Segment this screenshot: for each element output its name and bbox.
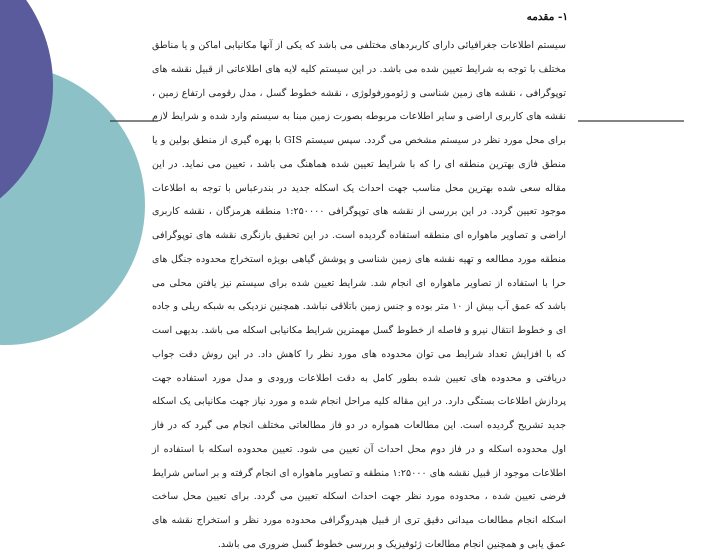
body-paragraph (152, 34, 566, 557)
body-text: سیستم اطلاعات جغرافیائی دارای کاربردهای مختلفی می باشد که یکی از آنها مکانیابی اماکن و یا مناطق مختلف با توجه به شرایط تعیین شده می باشد. در این سیستم کلیه لایه های اطلاعاتی از قبیل نقشه های توپوگرافی ، نقشه های زمین شناسی و ژئومورفولوژی ، نقشه خطوط گسل ، مدل رقومی ارتفاع زمین ، نقشه های کاربری اراضی و سایر اطلاعات مربوطه بصورت زمین مبنا به سیستم وارد شده و شرایط لازم برای محل مورد نظر در سیستم مشخص می گردد. سپس سیستم GIS با بهره گیری از منطق بولین و یا منطق فازی بهترین منطقه ای را که با شرایط تعیین شده هماهنگ می باشد ، تعیین می نماید. در این مقاله سعی شده بهترین محل مناسب جهت احداث یک اسکله جدید در بندرعباس با توجه به اطلاعات موجود تعیین گردد. در این بررسی از نقشه های توپوگرافی ۱:۲۵۰۰۰۰ منطقه هرمزگان ، نقشه کاربری اراضی و تصاویر ماهواره ای منطقه استفاده گردیده است. در این تحقیق بازنگری نقشه های توپوگرافی منطقه مورد مطالعه و تهیه نقشه های زمین شناسی و پوشش گیاهی بویژه استخراج محدوده جنگل های حرا با استفاده از تصاویر ماهواره ای انجام شد. شرایط تعیین شده برای سیستم نیز یافتن محلی می باشد که عمق آب بیش از ۱۰ متر بوده و جنس زمین باتلاقی نباشد. همچنین نزدیکی به شبکه ریلی و جاده ای و خطوط انتقال نیرو و فاصله از خطوط گسل مهمترین شرایط مکانیابی اسکله می باشد. بدیهی است که با افزایش تعداد شرایط می توان محدوده های مورد نظر را کاهش داد. در این روش دقت جواب دریافتی و محدوده های تعیین شده بطور کامل به دقت اطلاعات ورودی و مدل مورد استفاده جهت پردازش اطلاعات بستگی دارد. در این مقاله کلیه مراحل انجام شده و مورد نیاز جهت مکانیابی یک اسکله جدید تشریح گردیده است. این مطالعات همواره در دو فاز مطالعاتی مختلف انجام می گیرد که در فاز اول محدوده اسکله و در فاز دوم محل احداث آن تعیین می شود. تعیین محدوده اسکله با استفاده از اطلاعات موجود از قبیل نقشه های ۱:۲۵۰۰۰ منطقه و تصاویر ماهواره ای انجام گرفته و بر اساس شرایط فرضی تعیین شده ، محدوده مورد نظر جهت احداث اسکله تعیین می گردد. برای تعیین محل ساخت اسکله انجام مطالعات میدانی دقیق تری از قبیل هیدروگرافی محدوده مورد نظر و استخراج نقشه های عمق یابی و همچنین انجام مطالعات ژئوفیزیک و بررسی خطوط گسل ضروری می باشد. (152, 40, 566, 550)
section-heading: ۱- مقدمه (526, 11, 568, 23)
